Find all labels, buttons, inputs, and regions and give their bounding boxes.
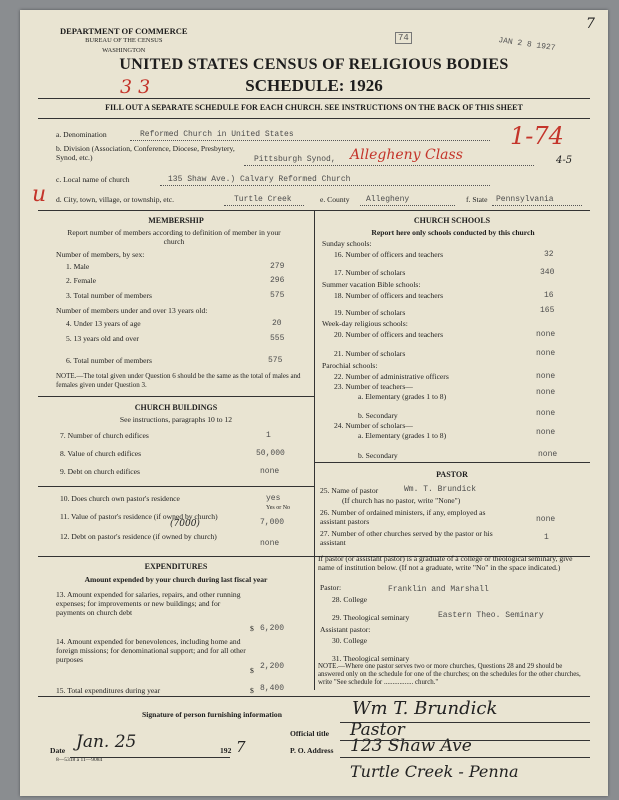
q14-dollar: $ <box>250 666 254 675</box>
q14-value: 2,200 <box>260 662 285 671</box>
q21-value: none <box>536 349 556 358</box>
q11-label: 11. Value of pastor's residence (if owned by church) <box>60 512 218 521</box>
members-by-age-label: Number of members under and over 13 years old: <box>56 306 208 315</box>
q13-value: 6,200 <box>260 624 285 633</box>
q16-value: 32 <box>544 250 554 259</box>
q19-value: 165 <box>540 306 555 315</box>
denomination-label: a. Denomination <box>56 130 107 139</box>
divider <box>38 98 590 99</box>
q8-label: 8. Value of church edifices <box>60 449 142 458</box>
membership-sub: Report number of members according to definition of member in your church <box>67 228 281 246</box>
q29-value: Eastern Theo. Seminary <box>438 611 544 620</box>
state-value: Pennsylvania <box>496 195 554 204</box>
division-value: Pittsburgh Synod, <box>254 155 336 164</box>
q7-value: 1 <box>266 431 271 440</box>
dotted-line <box>244 165 534 166</box>
q16-label: 16. Number of officers and teachers <box>334 250 444 259</box>
q10-value: yes <box>266 494 281 503</box>
q9-value: none <box>260 467 280 476</box>
membership-note: NOTE.—The total given under Question 6 should be the same as the total of males and females given under Question 3. <box>56 372 301 389</box>
dept-name: DEPARTMENT OF COMMERCE <box>60 26 188 36</box>
city-value: Turtle Creek <box>234 195 292 204</box>
sunday-schools-label: Sunday schools: <box>322 239 372 248</box>
schools-heading: CHURCH SCHOOLS <box>413 216 491 225</box>
division-label: b. Division (Association, Conference, Diocese, Presbytery, Synod, etc.) <box>56 144 235 162</box>
received-date-stamp: JAN 2 8 1927 <box>497 36 556 53</box>
q5-label: 5. 13 years old and over <box>66 334 139 343</box>
q24b-label: b. Secondary <box>358 451 398 460</box>
q1-value: 279 <box>270 262 285 271</box>
membership-heading: MEMBERSHIP <box>148 216 204 225</box>
q15-dollar: $ <box>250 686 254 695</box>
q2-label: 2. Female <box>66 276 96 285</box>
q13-dollar: $ <box>250 624 254 633</box>
division-number: 4-5 <box>556 155 573 166</box>
members-by-sex-label: Number of members, by sex: <box>56 250 145 259</box>
signature-line <box>340 722 590 723</box>
q25-hint: (If church has no pastor, write "None") <box>342 496 461 505</box>
address-line <box>340 757 590 758</box>
q10-label: 10. Does church own pastor's residence <box>60 494 180 503</box>
q20-value: none <box>536 330 556 339</box>
q30-label: 30. College <box>332 636 368 645</box>
q4-label: 4. Under 13 years of age <box>66 319 141 328</box>
city-label: d. City, town, village, or township, etc. <box>56 195 175 204</box>
divider <box>38 486 314 487</box>
dotted-line <box>360 205 455 206</box>
bureau-name: BUREAU OF THE CENSUS <box>85 37 163 44</box>
county-label: e. County <box>320 195 350 204</box>
po-address-label: P. O. Address <box>290 746 334 755</box>
q21-label: 21. Number of scholars <box>334 349 406 358</box>
instruction-line: FILL OUT A SEPARATE SCHEDULE FOR EACH CHURCH. SEE INSTRUCTIONS ON THE BACK OF THIS SHEET <box>105 103 523 112</box>
q11-hand-annotation: (7000) <box>170 519 200 529</box>
state-label: f. State <box>466 195 488 204</box>
q6-value: 575 <box>268 356 283 365</box>
q9-label: 9. Debt on church edifices <box>60 467 140 476</box>
date-line <box>70 757 230 758</box>
weekday-schools-label: Week-day religious schools: <box>322 319 408 328</box>
county-value: Allegheny <box>366 195 410 204</box>
q20-label: 20. Number of officers and teachers <box>334 330 444 339</box>
signature-value: Wm T. Brundick <box>352 698 498 719</box>
year-label: 192 <box>220 746 232 755</box>
q28-label: 28. College <box>332 595 368 604</box>
q15-value: 8,400 <box>260 684 285 693</box>
date-label: Date <box>50 746 66 755</box>
document-title: UNITED STATES CENSUS OF RELIGIOUS BODIES <box>119 56 509 73</box>
assistant-pastor-label: Assistant pastor: <box>320 625 371 634</box>
q5-value: 555 <box>270 334 285 343</box>
q3-value: 575 <box>270 291 285 300</box>
census-schedule-sheet <box>20 10 608 796</box>
q18-value: 16 <box>544 291 554 300</box>
expenditures-sub: Amount expended by your church during last fiscal year <box>84 575 268 584</box>
official-title-label: Official title <box>290 729 330 738</box>
q28-value: Franklin and Marshall <box>388 585 489 594</box>
q24b-value: none <box>538 450 558 459</box>
divider <box>314 462 590 463</box>
dotted-line <box>492 205 582 206</box>
dotted-line <box>160 185 490 186</box>
q23-label: 23. Number of teachers— <box>334 382 413 391</box>
q13-label: 13. Amount expended for salaries, repairs, and other running expenses; for improvements or new buildings; and for payments on church debt <box>56 590 241 617</box>
schools-sub: Report here only schools conducted by this church <box>371 228 535 237</box>
divider <box>38 696 590 697</box>
q24a-label: a. Elementary (grades 1 to 8) <box>358 431 447 440</box>
q19-label: 19. Number of scholars <box>334 308 406 317</box>
q29-label: 29. Theological seminary <box>332 613 410 622</box>
q8-value: 50,000 <box>256 449 285 458</box>
dotted-line <box>130 140 490 141</box>
q25-label: 25. Name of pastor <box>320 486 379 495</box>
q26-label: 26. Number of ordained ministers, if any, employed as assistant pastors <box>320 508 486 526</box>
year-value: 7 <box>236 738 246 756</box>
q31-label: 31. Theological seminary <box>332 654 410 663</box>
q11-value: 7,000 <box>260 518 285 527</box>
church-name-value: 135 Shaw Ave.) Calvary Reformed Church <box>168 175 351 184</box>
q23a-value: none <box>536 388 556 397</box>
q22-value: none <box>536 372 556 381</box>
q24-label: 24. Number of scholars— <box>334 421 413 430</box>
date-value: Jan. 25 <box>76 732 137 752</box>
q6-label: 6. Total number of members <box>66 356 153 365</box>
schedule-title: SCHEDULE: 1926 <box>245 76 383 95</box>
red-mark-174: 1-74 <box>510 122 564 150</box>
denomination-value: Reformed Church in United States <box>140 130 294 139</box>
red-mark-u: u <box>32 182 47 207</box>
expenditures-heading: EXPENDITURES <box>144 562 208 571</box>
q12-value: none <box>260 539 280 548</box>
q24a-value: none <box>536 428 556 437</box>
q18-label: 18. Number of officers and teachers <box>334 291 444 300</box>
column-divider <box>314 210 315 690</box>
summer-schools-label: Summer vacation Bible schools: <box>322 280 421 289</box>
pastor-heading: PASTOR <box>436 470 468 479</box>
q23a-label: a. Elementary (grades 1 to 8) <box>358 392 447 401</box>
q17-label: 17. Number of scholars <box>334 268 406 277</box>
dotted-line <box>224 205 304 206</box>
print-code: 8—5318 a 11—9084 <box>56 757 103 763</box>
official-title-value: Pastor <box>350 720 405 740</box>
pastor-note: NOTE.—Where one pastor serves two or more churches, Questions 28 and 29 should be answered only on the schedule for one of the churches; on the schedules for the other churches, write "See schedule for ................. church." <box>318 663 581 686</box>
signature-label: Signature of person furnishing information <box>142 710 282 719</box>
q23b-label: b. Secondary <box>358 411 398 420</box>
parochial-schools-label: Parochial schools: <box>322 361 378 370</box>
q26-value: none <box>536 515 556 524</box>
bureau-city: WASHINGTON <box>102 47 146 54</box>
q12-label: 12. Debt on pastor's residence (if owned by church) <box>60 532 217 541</box>
q25-value: Wm. T. Brundick <box>404 485 477 494</box>
corner-mark: 7 <box>586 16 595 32</box>
po-address-value-line2: Turtle Creek - Penna <box>350 762 519 781</box>
q14-label: 14. Amount expended for benevolences, including home and foreign missions; for denominational support; and for all other purposes <box>56 637 246 664</box>
divider <box>38 118 590 119</box>
divider <box>38 396 314 397</box>
q22-label: 22. Number of administrative officers <box>334 372 449 381</box>
pastor-sub-label: Pastor: <box>320 583 342 592</box>
q1-label: 1. Male <box>66 262 90 271</box>
q3-label: 3. Total number of members <box>66 291 153 300</box>
buildings-sub: See instructions, paragraphs 10 to 12 <box>119 415 233 424</box>
q17-value: 340 <box>540 268 555 277</box>
pastor-degree-note: If pastor (or assistant pastor) is a graduate of a college or theological seminary, give name of institution below. (If not a graduate, write "No" in the space indicated.) <box>318 554 573 572</box>
q27-value: 1 <box>544 533 549 542</box>
q27-label: 27. Number of other churches served by the pastor or his assistant <box>320 529 493 547</box>
q7-label: 7. Number of church edifices <box>60 431 149 440</box>
received-stamp-box: 74 <box>395 32 412 44</box>
buildings-heading: CHURCH BUILDINGS <box>134 403 218 412</box>
red-mark-33: 3 3 <box>120 76 151 98</box>
church-name-label: c. Local name of church <box>56 175 130 184</box>
division-red-annotation: Allegheny Class <box>350 147 463 163</box>
q23b-value: none <box>536 409 556 418</box>
q4-value: 20 <box>272 319 282 328</box>
po-address-value: 123 Shaw Ave <box>350 736 472 756</box>
department-header <box>60 26 188 56</box>
q15-label: 15. Total expenditures during year <box>56 686 161 695</box>
q2-value: 296 <box>270 276 285 285</box>
title-line <box>340 740 590 741</box>
yes-or-no-hint: Yes or No <box>266 505 291 511</box>
